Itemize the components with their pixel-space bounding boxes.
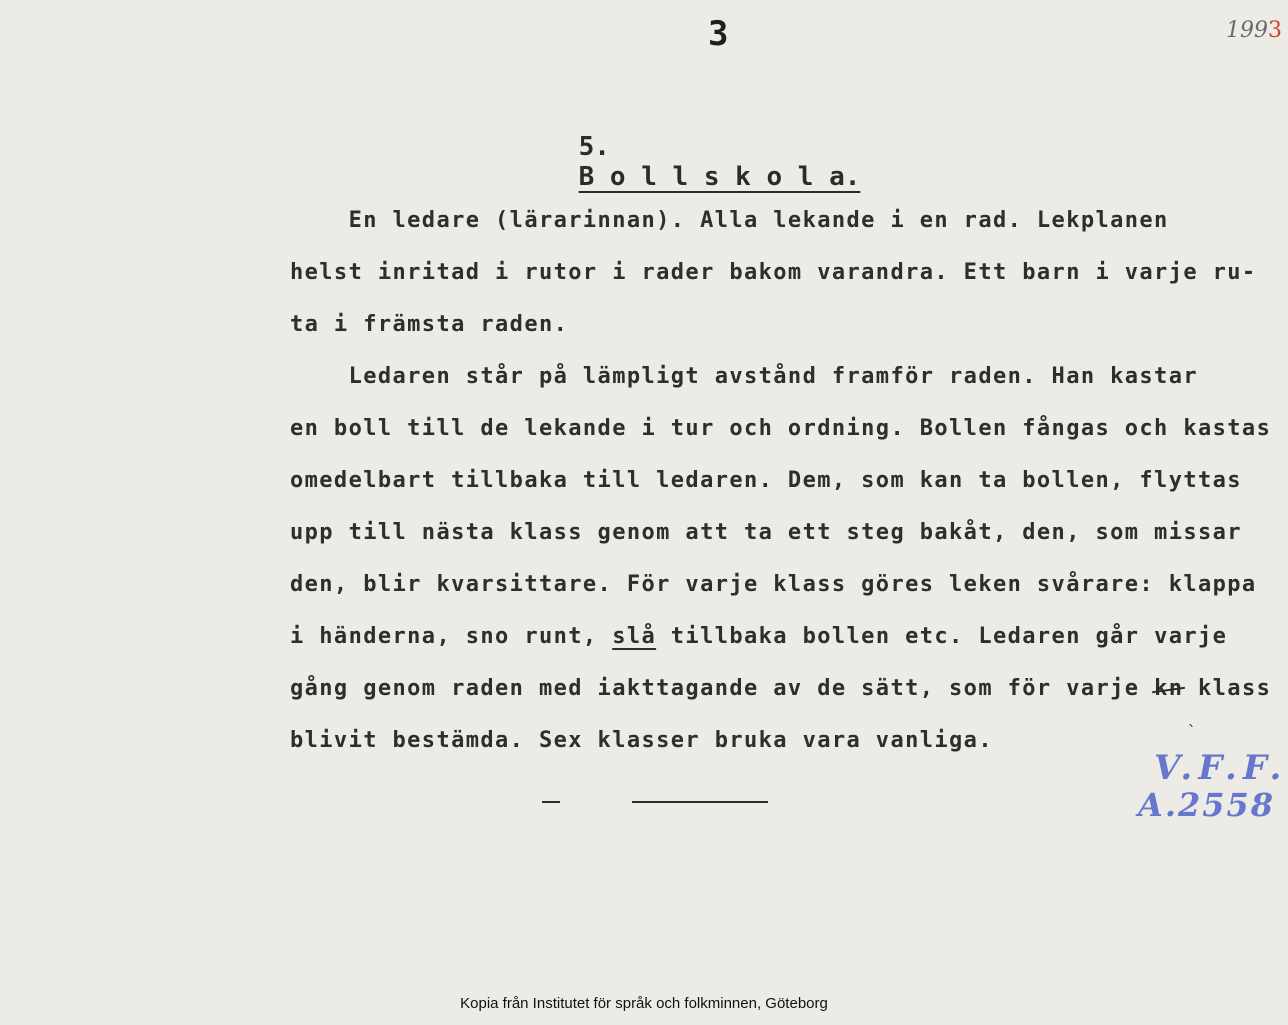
text-line — [290, 312, 568, 337]
margin-tick-mark: ` — [1187, 722, 1197, 741]
text-segment: klass — [1183, 676, 1272, 701]
underlined-word: slå — [612, 624, 657, 649]
text-segment: En ledare (lärarinnan). Alla lekande i en rad. Lekplanen — [290, 208, 1169, 233]
archive-number — [1226, 18, 1282, 43]
text-line — [290, 208, 1169, 233]
text-line — [290, 676, 1271, 701]
text-segment: omedelbart tillbaka till ledaren. Dem, som kan ta bollen, flyttas — [290, 468, 1242, 493]
text-segment: gång genom raden med iakttagande av de sätt, som för varje — [290, 676, 1155, 701]
copyright-footer: Kopia från Institutet för språk och folkminnen, Göteborg — [460, 995, 828, 1012]
archive-number-main: 199 — [1226, 18, 1268, 43]
text-segment: helst inritad i rutor i rader bakom varandra. Ett barn i varje ru- — [290, 260, 1257, 285]
text-line — [290, 728, 993, 753]
text-segment: i händerna, sno runt, — [290, 624, 613, 649]
stamp-line-2: A.2558 — [1138, 786, 1276, 824]
text-segment: tillbaka bollen etc. Ledaren går varje — [656, 624, 1228, 649]
text-segment: Ledaren står på lämpligt avstånd framför raden. Han kastar — [290, 364, 1198, 389]
text-segment: en boll till de lekande i tur och ordning. Bollen fångas och kastas — [290, 416, 1272, 441]
text-line — [290, 416, 1271, 441]
text-segment: den, blir kvarsittare. För varje klass göres leken svårare: klappa — [290, 572, 1257, 597]
struck-through-word: kn — [1154, 676, 1184, 701]
archive-number-last-digit: 3 — [1268, 18, 1282, 43]
text-line — [290, 364, 1198, 389]
text-segment: upp till nästa klass genom att ta ett steg bakåt, den, som missar — [290, 520, 1242, 545]
text-line — [290, 520, 1242, 545]
end-rule — [632, 801, 768, 803]
section-title — [516, 102, 860, 222]
end-dash-short — [542, 801, 560, 803]
section-number: 5. — [578, 132, 610, 162]
text-line — [290, 260, 1257, 285]
text-line — [290, 624, 1227, 649]
text-line — [290, 572, 1257, 597]
section-title-text: B o l l s k o l a. — [578, 162, 861, 192]
text-segment: blivit bestämda. Sex klasser bruka vara vanliga. — [290, 728, 993, 753]
text-line — [290, 468, 1242, 493]
archive-stamp — [1138, 748, 1288, 838]
page-number: 3 — [708, 14, 729, 54]
text-segment: ta i främsta raden. — [290, 312, 569, 337]
stamp-line-1: V.F.F. — [1154, 748, 1288, 788]
